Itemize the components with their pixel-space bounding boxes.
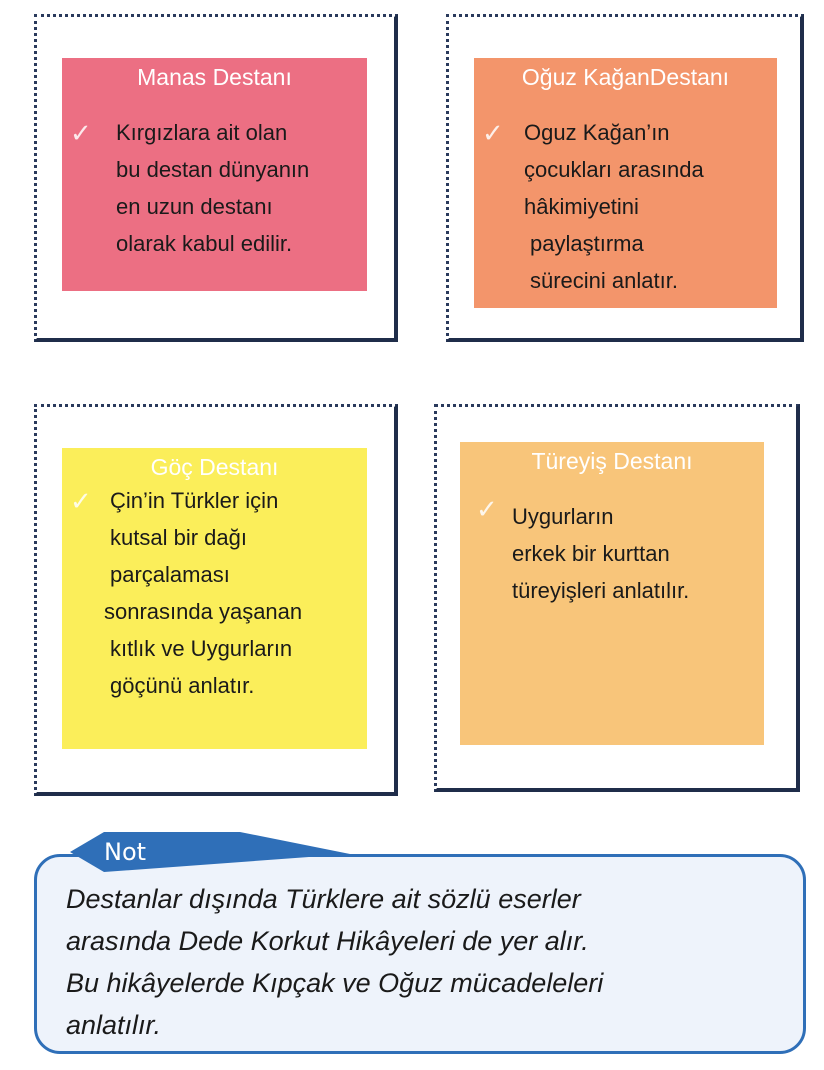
- note-label: Not: [104, 838, 147, 866]
- note-callout: [34, 832, 804, 1062]
- card-title: Oğuz KağanDestanı: [521, 64, 730, 90]
- card-line: sürecini anlatır.: [530, 268, 678, 293]
- card-description: [116, 114, 309, 262]
- note-line: anlatılır.: [66, 1010, 162, 1040]
- card-description: [524, 114, 704, 299]
- checkmark-icon: ✓: [70, 118, 92, 148]
- card-line: Çin’in Türkler için: [110, 488, 279, 513]
- card-title: Göç Destanı: [150, 454, 279, 480]
- card-line: bu destan dünyanın: [116, 157, 310, 182]
- epic-card-goc: [62, 448, 367, 749]
- card-line: erkek bir kurttan: [512, 541, 670, 566]
- note-line: Bu hikâyelerde Kıpçak ve Oğuz mücadeleleri: [66, 968, 604, 998]
- card-line: en uzun destanı: [116, 194, 273, 219]
- card-line: Kırgızlara ait olan: [116, 120, 288, 145]
- card-description: [512, 498, 689, 609]
- card-line: sonrasında yaşanan: [104, 599, 303, 624]
- note-line: Destanlar dışında Türklere ait sözlü eserler: [66, 884, 581, 914]
- checkmark-icon: ✓: [70, 486, 92, 516]
- checkmark-icon: ✓: [482, 118, 504, 148]
- card-line: olarak kabul edilir.: [116, 231, 293, 256]
- note-line: arasında Dede Korkut Hikâyeleri de yer alır.: [66, 926, 589, 956]
- card-line: kutsal bir dağı: [110, 525, 247, 550]
- card-line: göçünü anlatır.: [110, 673, 255, 698]
- epic-card-tureyis: [460, 442, 764, 745]
- card-line: Oguz Kağan’ın: [524, 120, 670, 145]
- epic-card-oguz-kagan: [474, 58, 777, 308]
- card-line: parçalaması: [110, 562, 230, 587]
- card-title: Türeyiş Destanı: [531, 448, 693, 474]
- card-line: türeyişleri anlatılır.: [512, 578, 690, 603]
- card-line: paylaştırma: [530, 231, 644, 256]
- card-line: hâkimiyetini: [524, 194, 639, 219]
- note-text: [66, 878, 603, 1046]
- card-description: [104, 482, 303, 704]
- card-line: çocukları arasında: [524, 157, 704, 182]
- card-title: Manas Destanı: [137, 64, 292, 90]
- card-line: kıtlık ve Uygurların: [110, 636, 293, 661]
- card-line: Uygurların: [512, 504, 614, 529]
- epic-card-manas: [62, 58, 367, 291]
- checkmark-icon: ✓: [476, 494, 498, 524]
